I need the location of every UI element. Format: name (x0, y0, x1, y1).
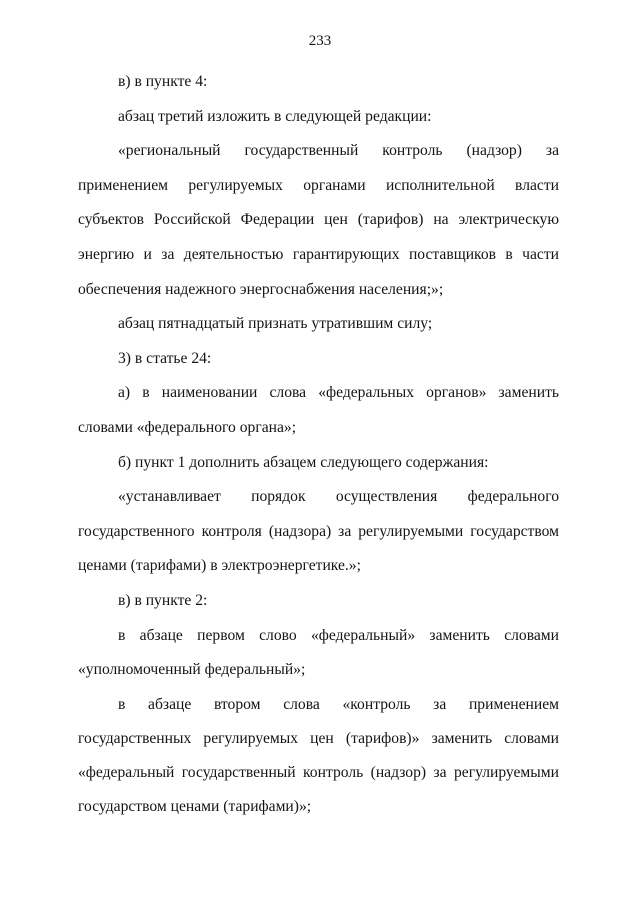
paragraph-4: абзац пятнадцатый признать утратившим силу; (118, 315, 433, 333)
document-body (78, 65, 559, 825)
paragraph-7: б) пункт 1 дополнить абзацем следующего содержания: (118, 453, 489, 471)
paragraph-1: в) в пункте 4: (118, 73, 208, 90)
paragraph-11: в абзаце втором слова «контроль за применением государственных регулируемых цен (тарифов)» заменить словами «федеральный государственный контроль (надзор) за регулируемыми государством ценами (тарифами)»; (78, 695, 559, 816)
page-number: 233 (308, 33, 332, 49)
paragraph-3: «региональный государственный контроль (надзор) за применением регулируемых органами исполнительной власти субъектов Российской Федерации цен (тарифов) на электрическую энергию и за деятельностью гарантирующих поставщиков в части обеспечения надежного энергоснабжения населения;»; (78, 142, 559, 298)
paragraph-8: «устанавливает порядок осуществления федерального государственного контроля (надзора) за регулируемыми государством ценами (тарифами) в электроэнергетике.»; (78, 488, 559, 575)
paragraph-9: в) в пункте 2: (118, 591, 208, 609)
paragraph-2: абзац третий изложить в следующей редакции: (118, 107, 432, 125)
paragraph-5: 3) в статье 24: (118, 349, 212, 367)
paragraph-10: в абзаце первом слово «федеральный» заменить словами «уполномоченный федеральный»; (78, 626, 559, 679)
paragraph-6: а) в наименовании слова «федеральных органов» заменить словами «федерального органа»; (78, 384, 559, 436)
